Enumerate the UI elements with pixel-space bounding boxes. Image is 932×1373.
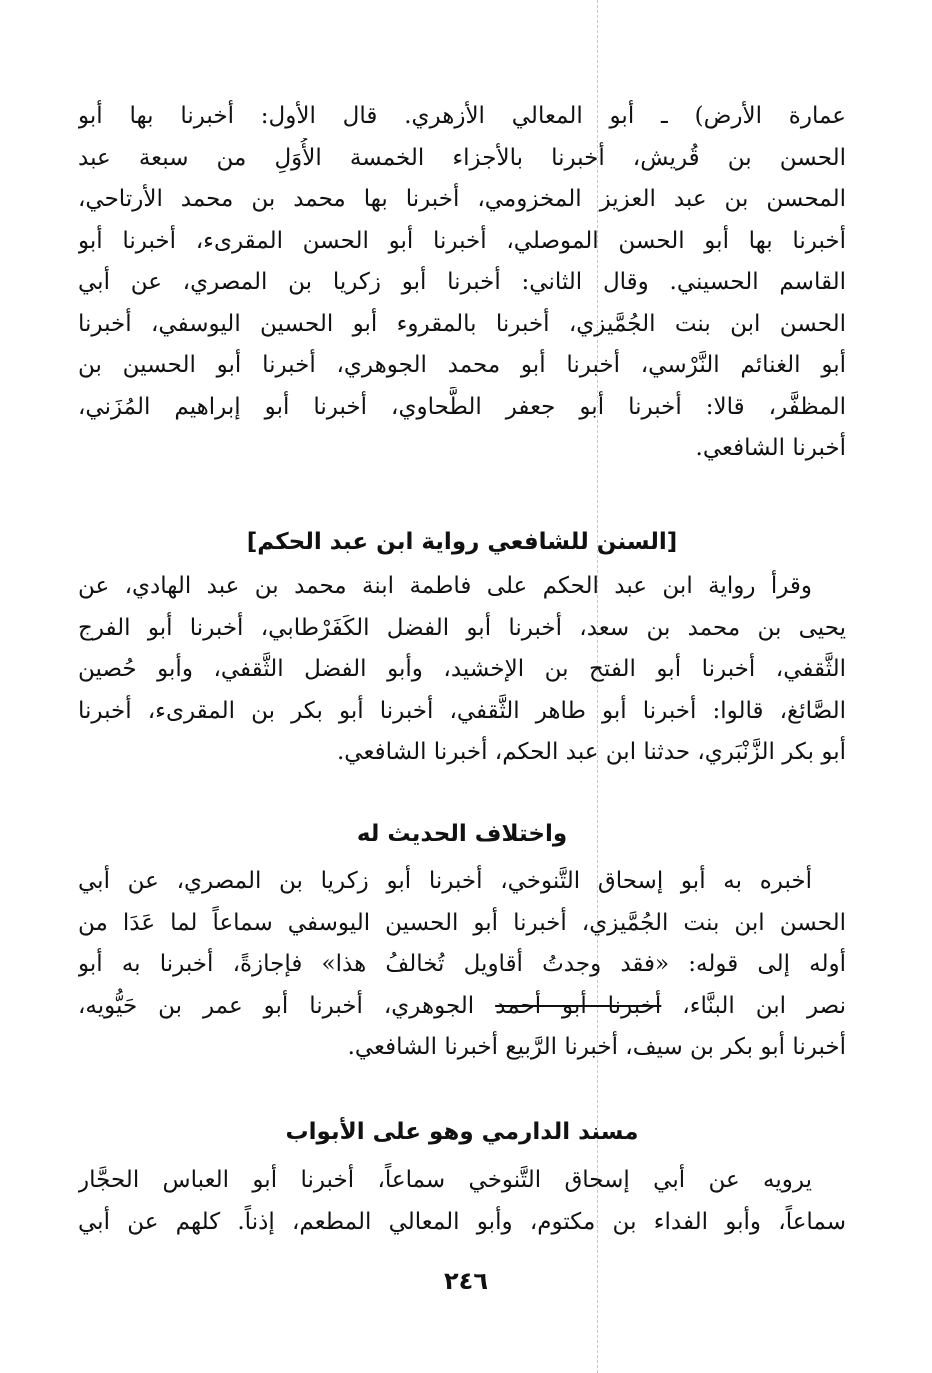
text-line: أخبرنا أبو بكر بن سيف، أخبرنا الرَّبيع أخبرنا الشافعي. xyxy=(347,1034,846,1060)
paragraph-3 xyxy=(78,861,846,1069)
text-line: أبو بكر الزَّنْبَري، حدثنا ابن عبد الحكم، أخبرنا الشافعي. xyxy=(337,739,846,765)
text-line: الحسن بن قُريش، أخبرنا بالأجزاء الخمسة الأُوَلِ من سبعة عبد xyxy=(78,144,846,171)
text-line: أخبرنا بها أبو الحسن الموصلي، أخبرنا أبو الحسن المقرىء، أخبرنا أبو xyxy=(78,227,846,254)
struck-through-text: أخبرنا أبو أحمد xyxy=(495,992,662,1019)
section-heading-musnad-al-darimi: مسند الدارمي وهو على الأبواب xyxy=(285,1119,639,1145)
paragraph-2 xyxy=(78,566,846,774)
section-heading-ikhtilaf-al-hadith: واختلاف الحديث له xyxy=(356,821,568,847)
page-number: ٢٤٦ xyxy=(444,1267,488,1295)
section-heading-sunan-shafii: [السنن للشافعي رواية ابن عبد الحكم] xyxy=(246,529,678,555)
text-line: الصَّائغ، قالوا: أخبرنا أبو طاهر الثَّقفي، أخبرنا أبو بكر بن المقرىء، أخبرنا xyxy=(78,697,846,724)
text-line: الثَّقفي، أخبرنا أبو الفتح بن الإخشيد، وأبو الفضل الثَّقفي، وأبو حُصين xyxy=(78,656,846,682)
text-line: القاسم الحسيني. وقال الثاني: أخبرنا أبو زكريا بن المصري، عن أبي xyxy=(78,269,846,295)
text-segment: الجوهري، أخبرنا أبو عمر بن حَيُّويه، xyxy=(78,992,496,1019)
text-line: الحسن ابن بنت الجُمَّيزي، أخبرنا أبو الحسين اليوسفي سماعاً لما عَدَا من xyxy=(78,909,846,936)
paragraph-1 xyxy=(78,96,846,470)
text-line: الحسن ابن بنت الجُمَّيزي، أخبرنا بالمقروء أبو الحسين اليوسفي، أخبرنا xyxy=(78,310,846,337)
text-line: يحيى بن محمد بن سعد، أخبرنا أبو الفضل الكَفَرْطابي، أخبرنا أبو الفرج xyxy=(78,614,846,641)
text-line: أخبره به أبو إسحاق التَّنوخي، أخبرنا أبو زكريا بن المصري، عن أبي xyxy=(78,868,812,894)
text-line: سماعاً، وأبو الفداء بن مكتوم، وأبو المعالي المطعم، إذناً. كلهم عن أبي xyxy=(78,1208,846,1235)
text-line xyxy=(78,986,846,1028)
text-segment: نصر ابن البنَّاء، xyxy=(661,992,846,1019)
text-line: أبو الغنائم النَّرْسي، أخبرنا أبو محمد الجوهري، أخبرنا أبو الحسين بن xyxy=(78,352,846,378)
text-line: المظفَّر، قالا: أخبرنا أبو جعفر الطَّحاوي، أخبرنا أبو إبراهيم المُزَني، xyxy=(78,393,846,420)
text-line: أخبرنا الشافعي. xyxy=(695,435,846,461)
text-line: أوله إلى قوله: «فقد وجدتُ أقاويل تُخالفُ هذا» فإجازةً، أخبرنا به أبو xyxy=(78,951,846,977)
paragraph-4 xyxy=(78,1160,846,1243)
text-line: عمارة الأرض) ـ أبو المعالي الأزهري. قال الأول: أخبرنا بها أبو xyxy=(78,103,846,129)
text-line: المحسن بن عبد العزيز المخزومي، أخبرنا بها محمد بن محمد الأرتاحي، xyxy=(78,186,846,212)
text-line: وقرأ رواية ابن عبد الحكم على فاطمة ابنة محمد بن عبد الهادي، عن xyxy=(78,573,812,599)
text-line: يرويه عن أبي إسحاق التَّنوخي سماعاً، أخبرنا أبو العباس الحجَّار xyxy=(78,1167,812,1193)
